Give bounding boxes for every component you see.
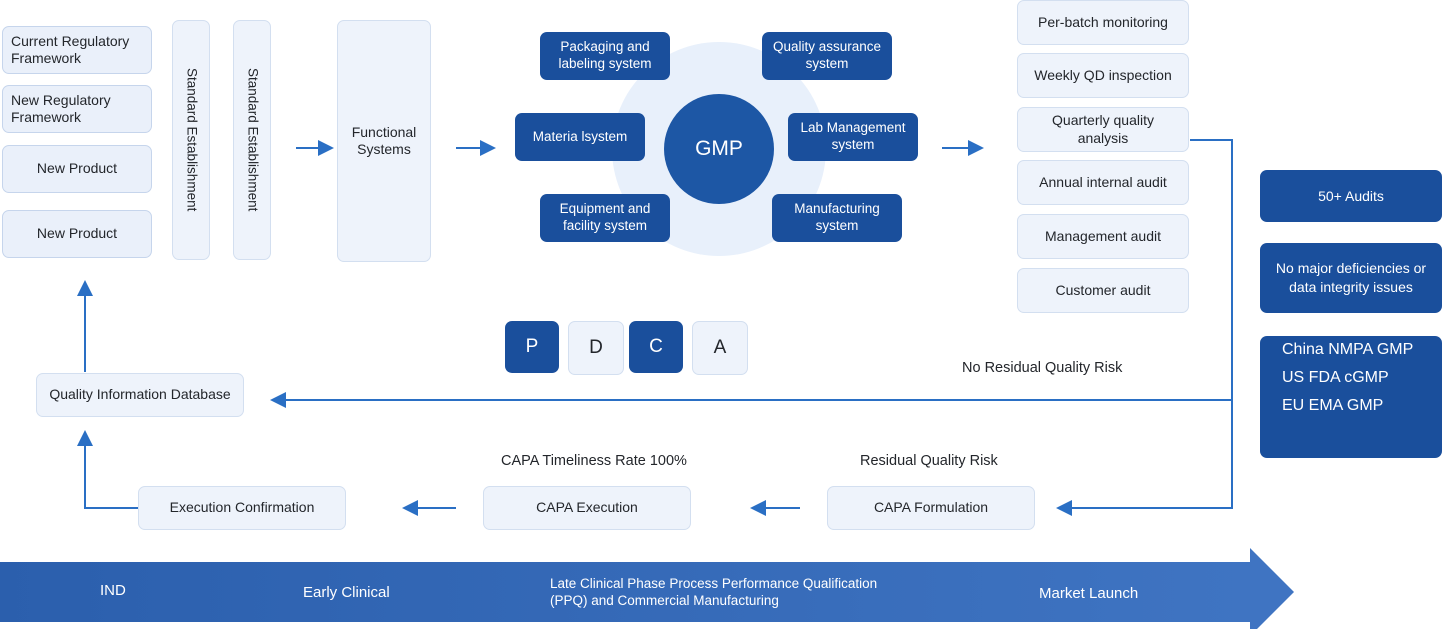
timeline-stage-market-launch: Market Launch	[1039, 585, 1139, 602]
monitoring-item-weekly-qd[interactable]	[1017, 53, 1189, 98]
monitoring-item-label: Customer audit	[1055, 281, 1151, 298]
gmp-system-label: Packaging and labeling system	[558, 39, 652, 71]
pdca-step-label: P	[525, 336, 539, 357]
input-box-label: New Product	[36, 225, 118, 242]
monitoring-item-customer-audit[interactable]	[1017, 268, 1189, 313]
quality-information-database-label: Quality Information Database	[49, 386, 231, 403]
capa-execution-box[interactable]	[483, 486, 691, 530]
gmp-system-label: Materia lsystem	[532, 128, 628, 144]
pdca-step-c[interactable]	[629, 321, 683, 373]
standard-establishment-label: Standard Establishment	[184, 68, 200, 212]
timeline-stage-late-clinical: Late Clinical Phase Process Performance Qualification (PPQ) and Commercial Manufacturing	[550, 576, 878, 608]
sticker-deficiencies-label: No major deficiencies or data integrity issues	[1275, 260, 1427, 295]
standard-establishment-2[interactable]	[233, 20, 271, 260]
gmp-system-quality-assurance[interactable]	[762, 32, 892, 80]
functional-systems-label: Functional Systems	[351, 123, 417, 157]
monitoring-item-per-batch[interactable]	[1017, 0, 1189, 45]
residual-quality-risk-label: Residual Quality Risk	[860, 453, 998, 469]
sticker-standard-eu: EU EMA GMP	[1282, 397, 1384, 414]
execution-confirmation-box[interactable]	[138, 486, 346, 530]
capa-execution-label: CAPA Execution	[536, 499, 638, 516]
sticker-deficiencies[interactable]	[1260, 243, 1442, 313]
monitoring-item-management-audit[interactable]	[1017, 214, 1189, 259]
quality-information-database-box[interactable]	[36, 373, 244, 417]
gmp-center-circle	[664, 94, 774, 204]
input-box-label: New Regulatory Framework	[11, 91, 111, 125]
gmp-system-label: Equipment and facility system	[559, 201, 651, 233]
pdca-step-d[interactable]	[568, 321, 624, 375]
monitoring-item-label: Weekly QD inspection	[1034, 66, 1172, 83]
pdca-step-label: A	[713, 337, 727, 358]
input-box-new-product-1[interactable]	[2, 145, 152, 193]
no-residual-quality-risk-label: No Residual Quality Risk	[962, 360, 1123, 376]
input-box-new-product-2[interactable]	[2, 210, 152, 258]
pdca-step-p[interactable]	[505, 321, 559, 373]
input-box-label: New Product	[36, 160, 118, 177]
input-box-current-regulatory-framework[interactable]	[2, 26, 152, 74]
gmp-system-label: Lab Management system	[800, 120, 906, 152]
sticker-audits-label: 50+ Audits	[1318, 187, 1384, 204]
gmp-system-label: Manufacturing system	[794, 201, 880, 233]
gmp-system-equipment-facility[interactable]	[540, 194, 670, 242]
monitoring-item-label: Per-batch monitoring	[1038, 13, 1168, 30]
input-box-label: Current Regulatory Framework	[11, 32, 130, 66]
monitoring-item-label: Annual internal audit	[1039, 173, 1167, 190]
input-box-new-regulatory-framework[interactable]	[2, 85, 152, 133]
timeline-stage-early-clinical: Early Clinical	[303, 584, 390, 601]
pdca-step-label: C	[649, 336, 663, 357]
standard-establishment-label: Standard Establishment	[245, 68, 261, 212]
capa-formulation-box[interactable]	[827, 486, 1035, 530]
capa-formulation-label: CAPA Formulation	[873, 499, 989, 516]
standard-establishment-1[interactable]	[172, 20, 210, 260]
monitoring-item-annual-internal-audit[interactable]	[1017, 160, 1189, 205]
capa-timeliness-label: CAPA Timeliness Rate 100%	[501, 453, 687, 469]
gmp-system-label: Quality assurance system	[772, 39, 882, 71]
gmp-center-label: GMP	[695, 137, 743, 160]
sticker-regulatory-standards[interactable]	[1260, 336, 1442, 458]
monitoring-item-quarterly-analysis[interactable]	[1017, 107, 1189, 152]
monitoring-item-label: Quarterly quality analysis	[1052, 112, 1154, 146]
gmp-system-packaging-labeling[interactable]	[540, 32, 670, 80]
timeline-arrow-tip	[1250, 548, 1294, 629]
functional-systems-box[interactable]	[337, 20, 431, 262]
pdca-step-a[interactable]	[692, 321, 748, 375]
execution-confirmation-label: Execution Confirmation	[169, 499, 315, 516]
sticker-audits[interactable]	[1260, 170, 1442, 222]
gmp-system-lab-management[interactable]	[788, 113, 918, 161]
timeline-stage-ind: IND	[100, 582, 126, 599]
gmp-system-material[interactable]	[515, 113, 645, 161]
sticker-standard-china: China NMPA GMP	[1282, 341, 1414, 358]
gmp-system-manufacturing[interactable]	[772, 194, 902, 242]
monitoring-item-label: Management audit	[1045, 227, 1161, 244]
pdca-step-label: D	[589, 337, 603, 358]
sticker-standard-us: US FDA cGMP	[1282, 369, 1389, 386]
